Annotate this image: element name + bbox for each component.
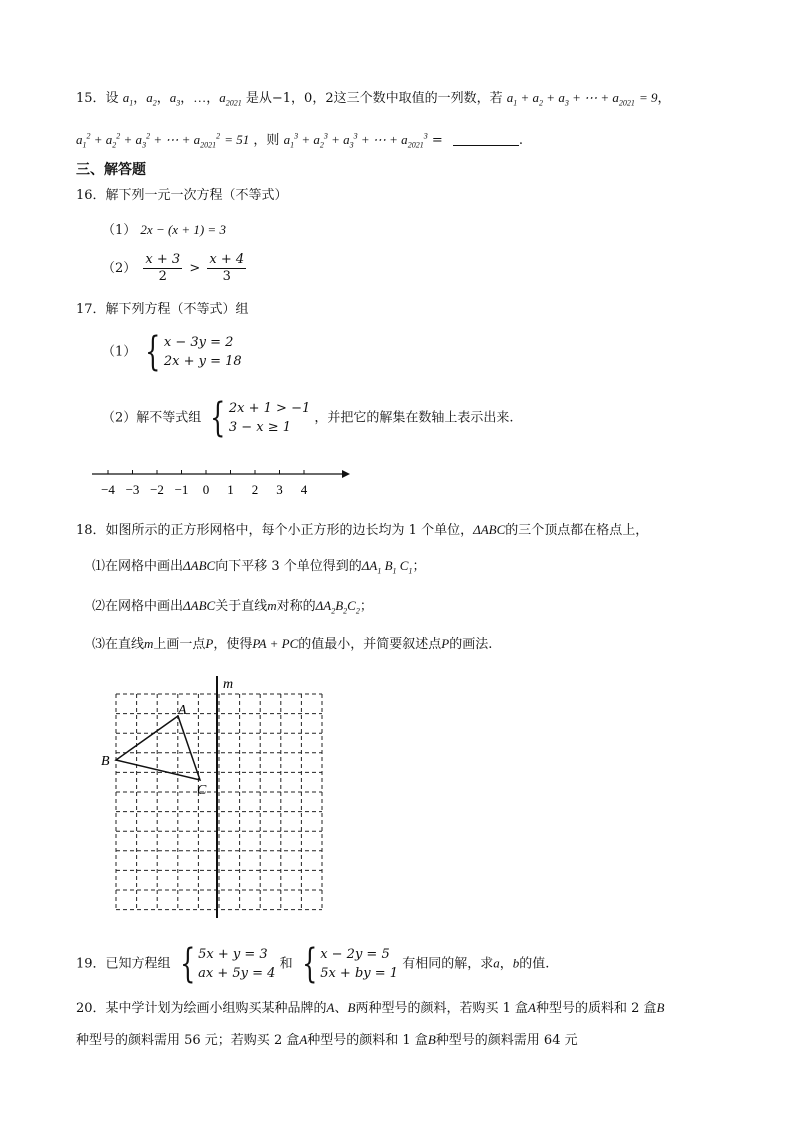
q17-part2-suffix: ，并把它的解集在数轴上表示出来. <box>314 410 514 426</box>
q18-sub1: ⑴在网格中画出ΔABC向下平移 3 个单位得到的$\Delta A_1$ $B_1$ $C_1$； <box>92 558 426 576</box>
q20-line2: 种型号的颜料需用 56 元；若购买 2 盒A种型号的颜料和 1 盒B种型号的颜料需用 64 元 <box>76 1032 578 1048</box>
q20-line1: 20．某中学计划为绘画小组购买某种品牌的A、B两种型号的颜料，若购买 1 盒A种型号的质料和 2 盒B <box>76 1000 665 1016</box>
number-line-label: 1 <box>227 482 234 497</box>
q15-line1: 15．设 $a_1$，$a_2$，$a_3$，…，$a_{2021}$ 是从−1，0，2这三个数中取值的一列数，若 $a_1 + a_2 + a_3$ + ⋯ + $a_{2021} = 9$， <box>76 90 671 108</box>
label-B: B <box>101 754 110 769</box>
triangle-a1b1c1: $\Delta A_1$ $B_1$ $C_1$ <box>361 558 413 576</box>
number-line-label: −1 <box>174 482 189 497</box>
label-m: m <box>223 677 234 692</box>
q15-sum-value: = 9 <box>639 90 658 105</box>
q16-part1-label: （1） <box>102 223 137 238</box>
q19: 19．已知方程组 { 5x + y = 3 ax + 5y = 4 和 { x − 2y = 5 5x + by = 1 有相同的解，求a，b的值. <box>76 941 550 987</box>
q16-title: 16．解下列一元一次方程（不等式） <box>76 188 288 203</box>
q15-values: −1，0，2 <box>271 91 334 106</box>
q16-part2 <box>102 252 249 285</box>
q18-sub2: ⑵在网格中画出ΔABC关于直线m对称的$\Delta A_2B_2C_2$； <box>92 598 373 616</box>
q15-square-sum: $a_1^2 + a_2^2 + a_3^2$ + ⋯ + $a_{2021}^2$ <box>76 131 221 150</box>
q15-cube-sum: $a_1^3 + a_2^3 + a_3^3$ + ⋯ + $a_{2021}^3$ <box>283 131 428 150</box>
number-line-label: 2 <box>251 482 259 497</box>
number-line-label: −4 <box>101 482 115 497</box>
label-A: A <box>178 703 187 718</box>
q19-system2: { x − 2y = 5 5x + by = 1 <box>301 941 399 987</box>
q16-frac1: $\frac{x + 3}{2}$ <box>145 252 181 284</box>
q15-middle: 是从 <box>245 91 272 106</box>
q17-system1: { x − 3y = 2 2x + y = 18 <box>145 329 242 375</box>
q15-sequence: $a_1$，$a_2$，$a_3$，…，$a_{2021}$ <box>122 90 242 108</box>
triangle-shape <box>116 716 200 780</box>
q16-frac2: $\frac{x + 4}{3}$ <box>209 252 245 284</box>
grid-figure <box>96 674 336 924</box>
q15-then: ，则 <box>253 133 280 148</box>
q18-line1: 18．如图所示的正方形网格中，每个小正方形的边长均为 1 个单位，ΔABC的三个顶点都在格点上， <box>76 522 649 538</box>
q15-equals: = <box>431 133 443 148</box>
number-line-label: 0 <box>202 482 210 497</box>
q16-part1-expr: 2x − (x + 1) = 3 <box>140 222 226 237</box>
number-line <box>88 462 358 502</box>
q15-square-value: = 51 <box>224 132 250 147</box>
triangle-a2b2c2: $\Delta A_2B_2C_2$ <box>315 598 360 616</box>
q16-op: > <box>189 261 201 276</box>
q18-sub3: ⑶在直线m上画一点P，使得PA + PC的值最小，并简要叙述点P的画法. <box>92 636 493 652</box>
number-line-label: −3 <box>125 482 140 497</box>
q17-system2: { 2x + 1 > −1 3 − x ≥ 1 <box>210 395 311 441</box>
q17-part2 <box>102 395 514 441</box>
answer-blank[interactable] <box>453 133 519 146</box>
section-title: 三、解答题 <box>76 162 146 178</box>
number-line-label: 4 <box>300 482 308 497</box>
q16-part2-label: （2） <box>102 261 137 276</box>
label-C: C <box>197 783 207 798</box>
q15-line2 <box>76 130 523 151</box>
q15-suffix: 这三个数中取值的一列数，若 <box>333 91 503 106</box>
q17-title: 17．解下列方程（不等式）组 <box>76 302 249 317</box>
q15-end: . <box>518 133 524 148</box>
number-line-label: −2 <box>150 482 164 497</box>
q17-part2-label: （2）解不等式组 <box>102 410 202 426</box>
q17-part1 <box>102 329 242 375</box>
q17-part1-label: （1） <box>102 344 137 360</box>
q19-system1: { 5x + y = 3 ax + 5y = 4 <box>179 941 276 987</box>
triangle-abc: ΔABC <box>473 522 506 537</box>
q16-part1 <box>102 220 226 241</box>
number-line-label: 3 <box>276 482 283 497</box>
q15-prefix: 15．设 <box>76 91 119 106</box>
q15-sum: $a_1 + a_2 + a_3$ + ⋯ + $a_{2021}$ <box>506 90 635 108</box>
